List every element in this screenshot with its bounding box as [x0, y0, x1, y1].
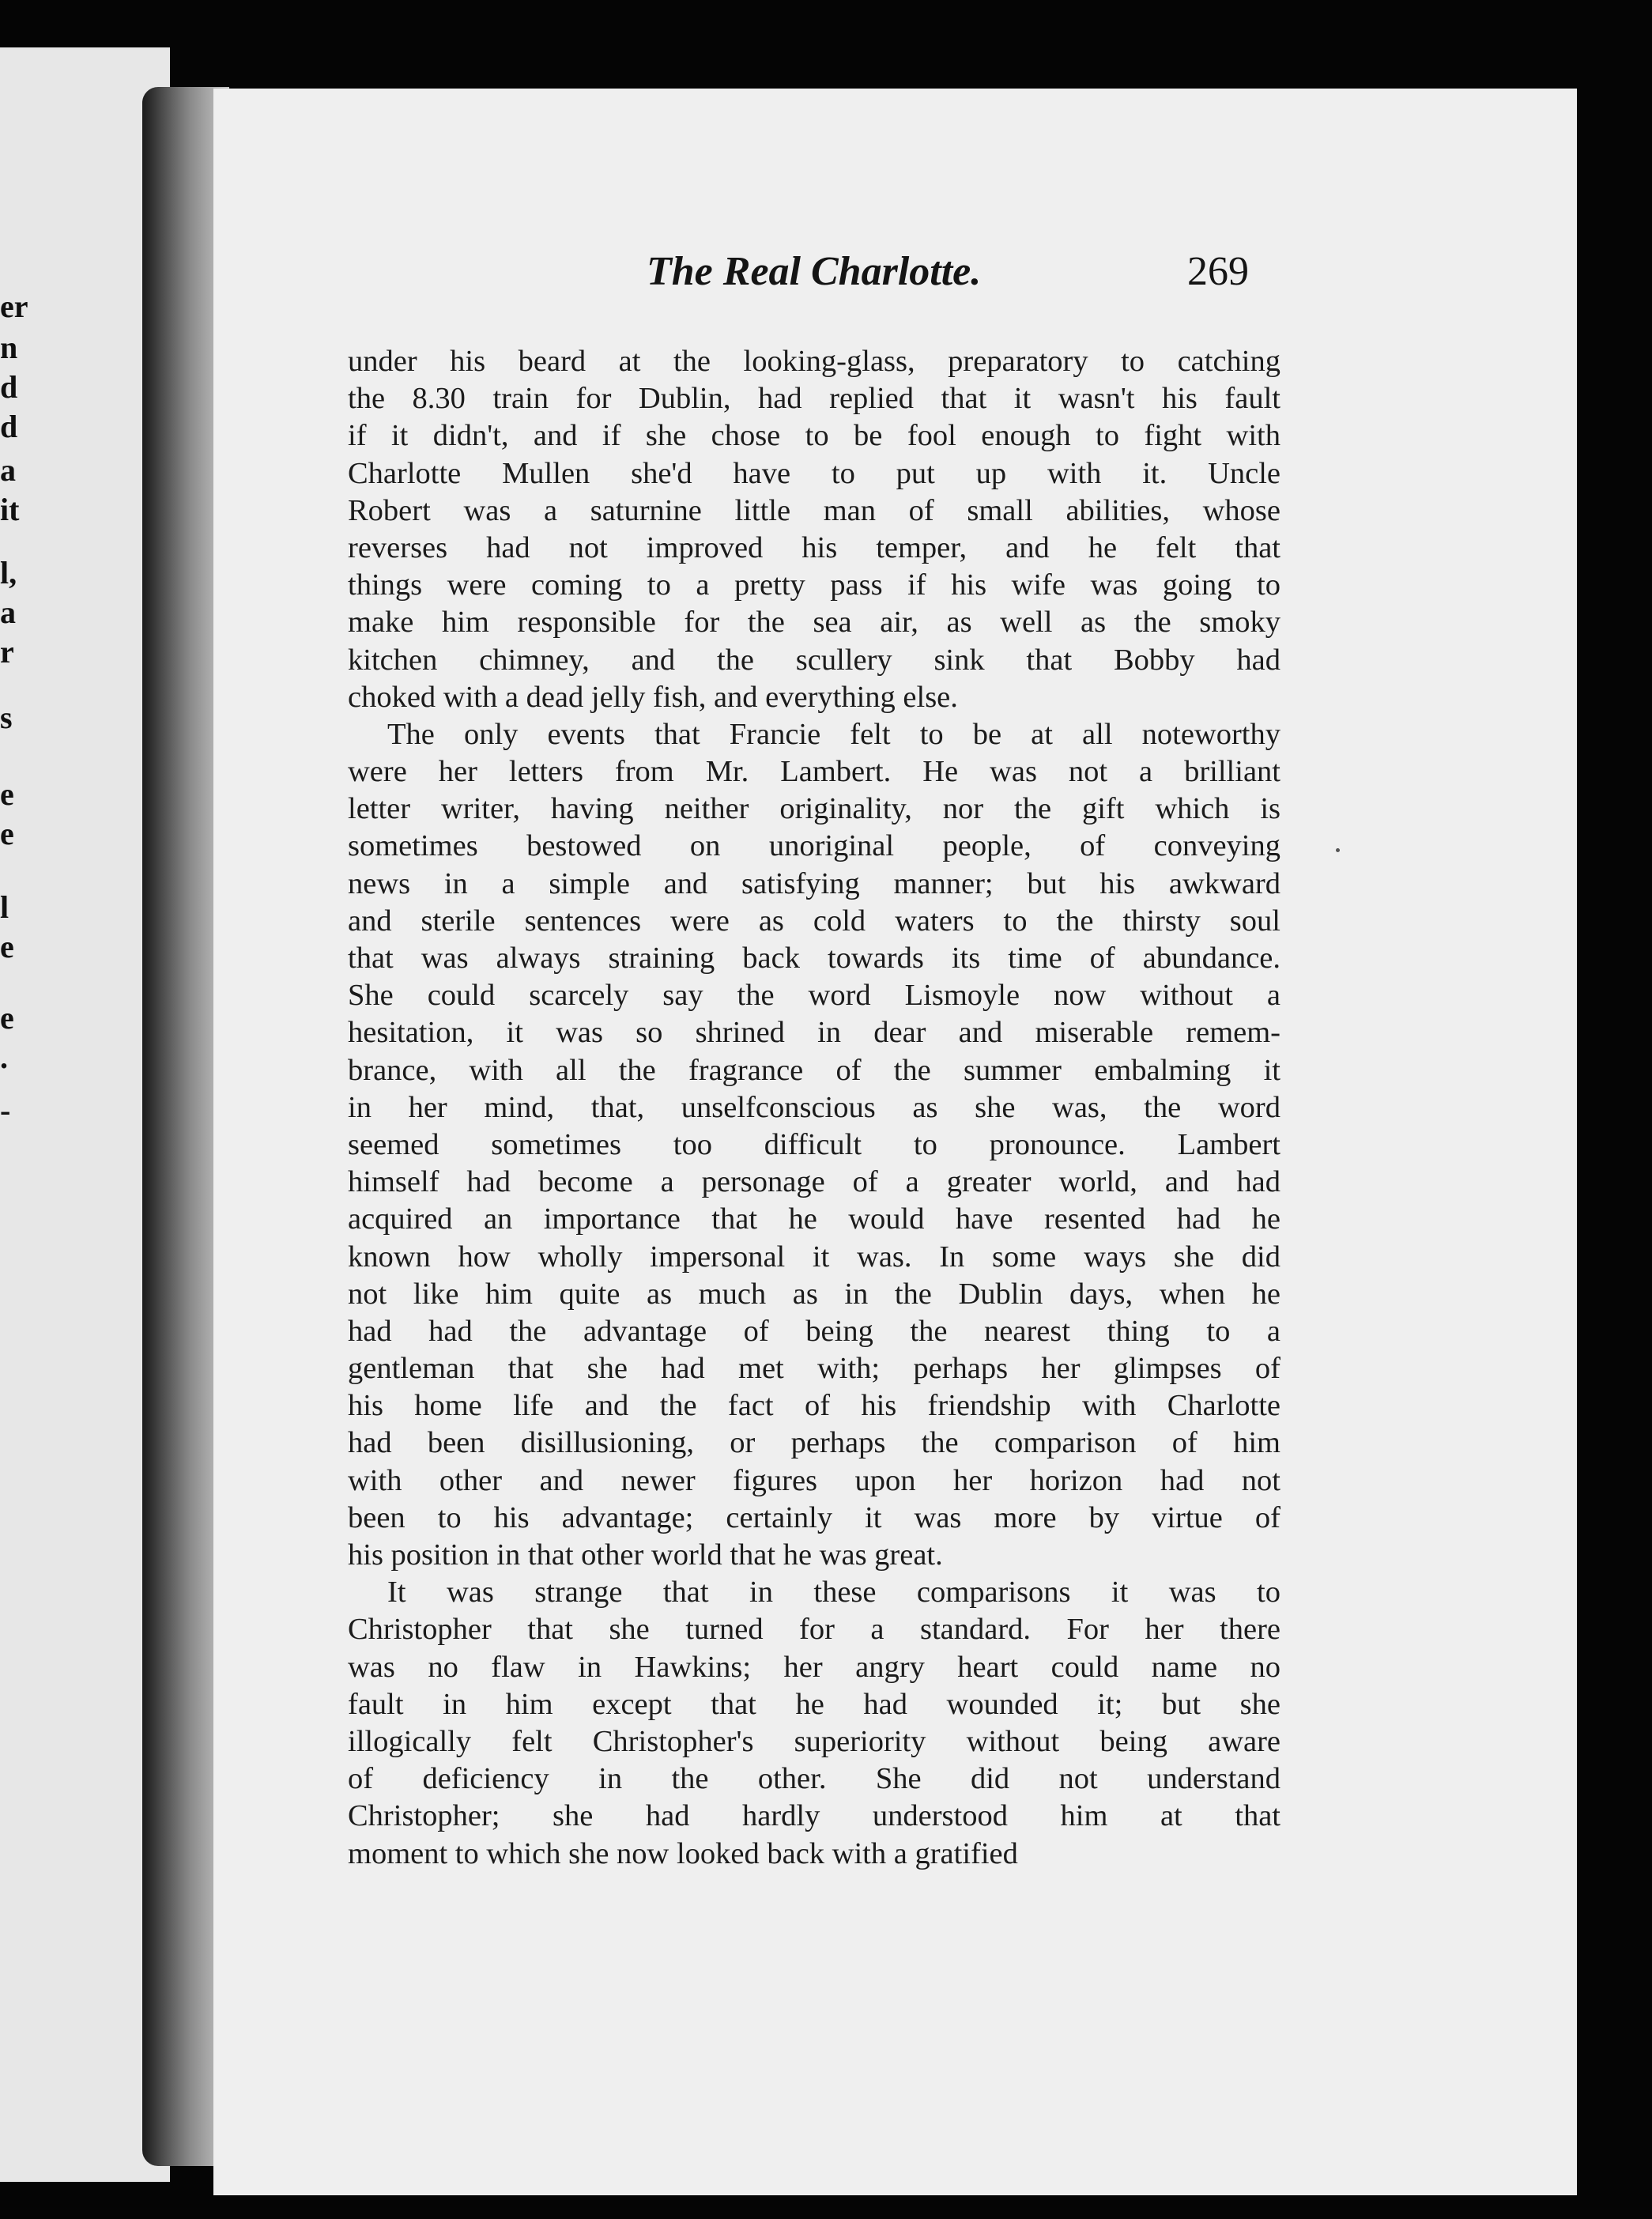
left-page-fragment: e — [0, 776, 14, 812]
left-page-fragment: . — [0, 1040, 8, 1075]
text-line: was no flaw in Hawkins; her angry heart could name no — [348, 1650, 1280, 1684]
text-line: She could scarcely say the word Lismoyle now without a — [348, 979, 1280, 1013]
text-line: and sterile sentences were as cold waters to the thirsty soul — [348, 904, 1280, 938]
left-page-fragment: d — [0, 369, 18, 405]
text-line: under his beard at the looking-glass, preparatory to catching — [348, 345, 1280, 378]
left-page-fragment: e — [0, 1000, 14, 1036]
text-line: moment to which she now looked back with a gratified — [348, 1836, 1018, 1870]
left-page-fragment: d — [0, 409, 18, 444]
text-line: himself had become a personage of a greater world, and had — [348, 1165, 1280, 1199]
text-line: It was strange that in these comparisons it was to — [387, 1576, 1280, 1610]
text-line: The only events that Francie felt to be at all noteworthy — [387, 717, 1280, 751]
text-line: make him responsible for the sea air, as well as the smoky — [348, 606, 1280, 640]
left-page-fragment: l, — [0, 555, 17, 591]
text-line: acquired an importance that he would have resented had he — [348, 1202, 1280, 1236]
text-line: letter writer, having neither originality, nor the gift which is — [348, 792, 1280, 826]
page-speck — [1336, 848, 1340, 852]
text-line: brance, with all the fragrance of the summer embalming it — [348, 1053, 1280, 1087]
left-page-fragment: n — [0, 330, 18, 365]
left-page-fragment: e — [0, 816, 14, 851]
text-line: with other and newer figures upon her horizon had not — [348, 1463, 1280, 1497]
text-line: not like him quite as much as in the Dublin days, when he — [348, 1277, 1280, 1311]
left-page-fragment: it — [0, 492, 20, 527]
text-line: illogically felt Christopher's superiority without being aware — [348, 1724, 1280, 1758]
text-line: seemed sometimes too difficult to pronounce. Lambert — [348, 1127, 1280, 1161]
left-page-fragment: a — [0, 594, 16, 630]
text-line: of deficiency in the other. She did not understand — [348, 1762, 1280, 1796]
text-line: choked with a dead jelly fish, and everything else. — [348, 680, 958, 714]
text-line: news in a simple and satisfying manner; but his awkward — [348, 866, 1280, 900]
text-line: Christopher; she had hardly understood him at that — [348, 1799, 1280, 1833]
page-number: 269 — [1187, 249, 1249, 294]
text-line: Robert was a saturnine little man of small abilities, whose — [348, 493, 1280, 527]
text-line: in her mind, that, unselfconscious as she was, the word — [348, 1090, 1280, 1124]
text-line: been to his advantage; certainly it was more by virtue of — [348, 1500, 1280, 1534]
text-line: known how wholly impersonal it was. In some ways she did — [348, 1240, 1280, 1274]
text-line: sometimes bestowed on unoriginal people, of conveying — [348, 829, 1280, 863]
left-page-fragment: s — [0, 700, 13, 735]
text-line: Christopher that she turned for a standard. For her there — [348, 1613, 1280, 1647]
text-line: his position in that other world that he was great. — [348, 1538, 943, 1572]
left-page-fragment: a — [0, 452, 16, 488]
left-page-fragment: - — [0, 1093, 11, 1128]
text-line: had had the advantage of being the nearest thing to a — [348, 1314, 1280, 1348]
text-line: kitchen chimney, and the scullery sink that Bobby had — [348, 643, 1280, 677]
left-page-fragment: e — [0, 929, 14, 964]
running-title: The Real Charlotte. — [647, 249, 982, 294]
text-line: fault in him except that he had wounded it; but she — [348, 1687, 1280, 1721]
left-page-fragment: er — [0, 289, 28, 324]
text-line: that was always straining back towards its time of abundance. — [348, 942, 1280, 975]
text-line: reverses had not improved his temper, and he felt that — [348, 530, 1280, 564]
text-line: the 8.30 train for Dublin, had replied that it wasn't his fault — [348, 382, 1280, 416]
text-line: Charlotte Mullen she'd have to put up with it. Uncle — [348, 456, 1280, 490]
text-line: were her letters from Mr. Lambert. He was not a brilliant — [348, 755, 1280, 789]
text-line: if it didn't, and if she chose to be fool enough to fight with — [348, 419, 1280, 453]
text-line: gentleman that she had met with; perhaps her glimpses of — [348, 1352, 1280, 1386]
text-line: hesitation, it was so shrined in dear and miserable remem- — [348, 1016, 1280, 1050]
text-line: things were coming to a pretty pass if his wife was going to — [348, 568, 1280, 602]
left-page-fragment: l — [0, 889, 9, 925]
text-line: had been disillusioning, or perhaps the comparison of him — [348, 1426, 1280, 1460]
left-page-fragment: r — [0, 634, 14, 670]
body-text — [348, 343, 1280, 1873]
text-line: his home life and the fact of his friendship with Charlotte — [348, 1389, 1280, 1423]
